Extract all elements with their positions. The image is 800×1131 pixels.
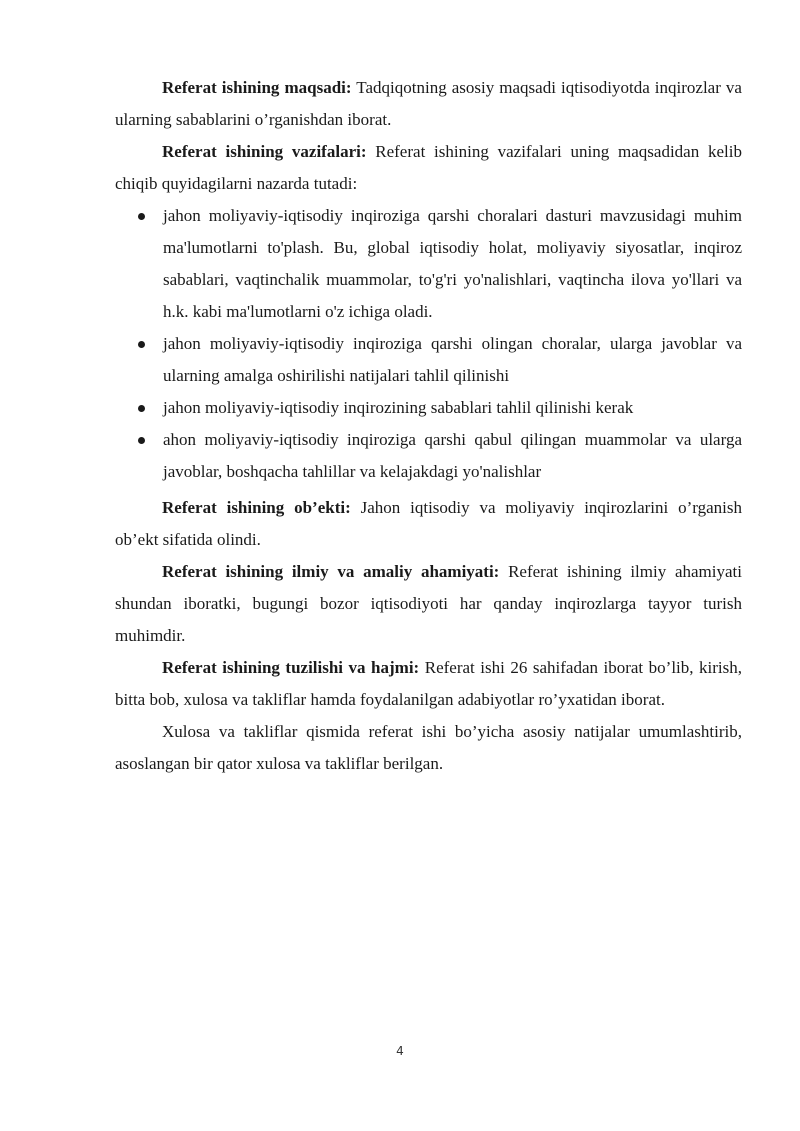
- list-item: [115, 392, 742, 424]
- paragraph-tasks-label: Referat ishining vazifalari:: [162, 142, 367, 161]
- paragraph-tasks-text: Referat ishining vazifalari uning maqsadidan kelib chiqib quyidagilarni nazarda tutadi:: [115, 142, 742, 193]
- paragraph-conclusion: [115, 716, 742, 780]
- paragraph-object-label: Referat ishining ob’ekti:: [162, 498, 351, 517]
- paragraph-purpose-text: Tadqiqotning asosiy maqsadi iqtisodiyotda inqirozlar va ularning sabablarini o’rganishdan iborat.: [115, 78, 742, 129]
- list-item: [115, 200, 742, 328]
- paragraph-significance-text: Referat ishining ilmiy ahamiyati shundan iboratki, bugungi bozor iqtisodiyoti har qanday inqirozlarga tayyor turish muhimdir.: [115, 562, 742, 645]
- paragraph-purpose-label: Referat ishining maqsadi:: [162, 78, 352, 97]
- list-item-text: jahon moliyaviy-iqtisodiy inqiroziga qarshi olingan choralar, ularga javoblar va ularning amalga oshirilishi natijalari tahlil qilinishi: [163, 334, 742, 385]
- list-item-text: jahon moliyaviy-iqtisodiy inqiroziga qarshi choralari dasturi mavzusidagi muhim ma'lumotlarni to'plash. Bu, global iqtisodiy holat, moliyaviy siyosatlar, inqiroz sabablari, vaqtinchalik muammolar, to'g'ri yo'nalishlari, vaqtincha ilova yo'llari va h.k. kabi ma'lumotlarni o'z ichiga oladi.: [163, 206, 742, 321]
- paragraph-structure-text: Referat ishi 26 sahifadan iborat bo’lib, kirish, bitta bob, xulosa va takliflar hamda foydalanilgan adabiyotlar ro’yxatidan iborat.: [115, 658, 743, 709]
- document-page: [115, 72, 742, 780]
- bullet-dot-icon: [138, 341, 145, 348]
- bullet-dot-icon: [138, 213, 145, 220]
- bullet-dot-icon: [138, 437, 145, 444]
- page-number: 4: [396, 1044, 404, 1058]
- list-item-text: jahon moliyaviy-iqtisodiy inqirozining sabablari tahlil qilinishi kerak: [163, 398, 634, 417]
- list-item: [115, 424, 742, 488]
- paragraph-structure-label: Referat ishining tuzilishi va hajmi:: [162, 658, 420, 677]
- paragraph-tasks: [115, 136, 742, 200]
- paragraph-significance: [115, 556, 742, 652]
- list-item-text: ahon moliyaviy-iqtisodiy inqiroziga qarshi qabul qilingan muammolar va ularga javoblar, boshqacha tahlillar va kelajakdagi yo'nalishlar: [163, 430, 742, 481]
- paragraph-significance-label: Referat ishining ilmiy va amaliy ahamiyati:: [162, 562, 500, 581]
- tasks-bullet-list: [115, 200, 742, 488]
- paragraph-purpose: [115, 72, 742, 136]
- paragraph-object: [115, 492, 742, 556]
- bullet-dot-icon: [138, 405, 145, 412]
- paragraph-structure: [115, 652, 742, 716]
- paragraph-conclusion-text: Xulosa va takliflar qismida referat ishi bo’yicha asosiy natijalar umumlashtirib, asoslangan bir qator xulosa va takliflar berilgan.: [115, 722, 742, 773]
- paragraph-object-text: Jahon iqtisodiy va moliyaviy inqirozlarini o’rganish ob’ekt sifatida olindi.: [115, 498, 742, 549]
- list-item: [115, 328, 742, 392]
